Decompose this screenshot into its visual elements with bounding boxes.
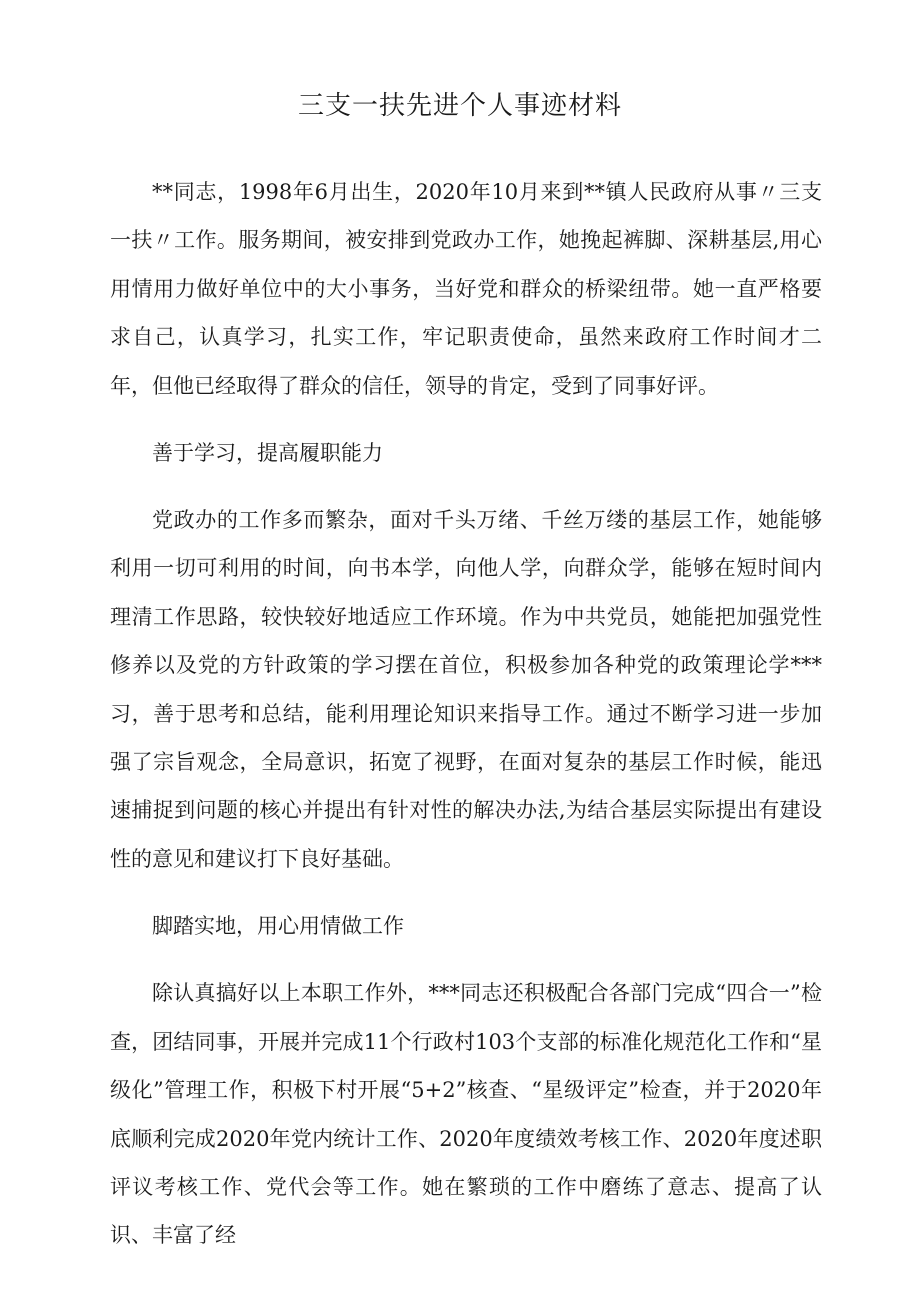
learning-paragraph: 党政办的工作多而繁杂，面对千头万绪、千丝万缕的基层工作，她能够利用一切可利用的时间，向书本学，向他人学，向群众学，能够在短时间内理清工作思路，较快较好地适应工作环境。作为中共党员，她能把加强党性修养以及党的方针政策的学习摆在首位，积极参加各种党的政策理论学***习，善于思考和总结，能利用理论知识来指导工作。通过不断学习进一步加强了宗旨观念，全局意识，拓宽了视野，在面对复杂的基层工作时候，能迅速捕捉到问题的核心并提出有针对性的解决办法,为结合基层实际提出有建设性的意见和建议打下良好基础。: [110, 508, 822, 871]
practice-paragraph: 除认真搞好以上本职工作外，***同志还积极配合各部门完成“四合一”检查，团结同事，开展并完成11个行政村103个支部的标准化规范化工作和“星级化”管理工作，积极下村开展“5+2”核查、“星级评定”检查，并于2020年底顺利完成2020年党内统计工作、2020年度绩效考核工作、2020年度述职评议考核工作、党代会等工作。她在繁琐的工作中磨练了意志、提高了认识、丰富了经: [110, 981, 823, 1248]
intro-paragraph: **同志，1998年6月出生，2020年10月来到**镇人民政府从事〃三支一扶〃工作。服务期间，被安排到党政办工作，她挽起裤脚、深耕基层,用心用情用力做好单位中的大小事务，当好党和群众的桥梁纽带。她一直严格要求自己，认真学习，扎实工作，牢记职责使命，虽然来政府工作时间才二年，但他已经取得了群众的信任，领导的肯定，受到了同事好评。: [110, 180, 822, 398]
document-title: 三支一扶先进个人事迹材料: [297, 91, 622, 121]
section-heading-practice: 脚踏实地，用心用情做工作: [152, 914, 404, 939]
section-heading-learning: 善于学习，提高履职能力: [152, 441, 383, 466]
document-body: [110, 168, 822, 1279]
